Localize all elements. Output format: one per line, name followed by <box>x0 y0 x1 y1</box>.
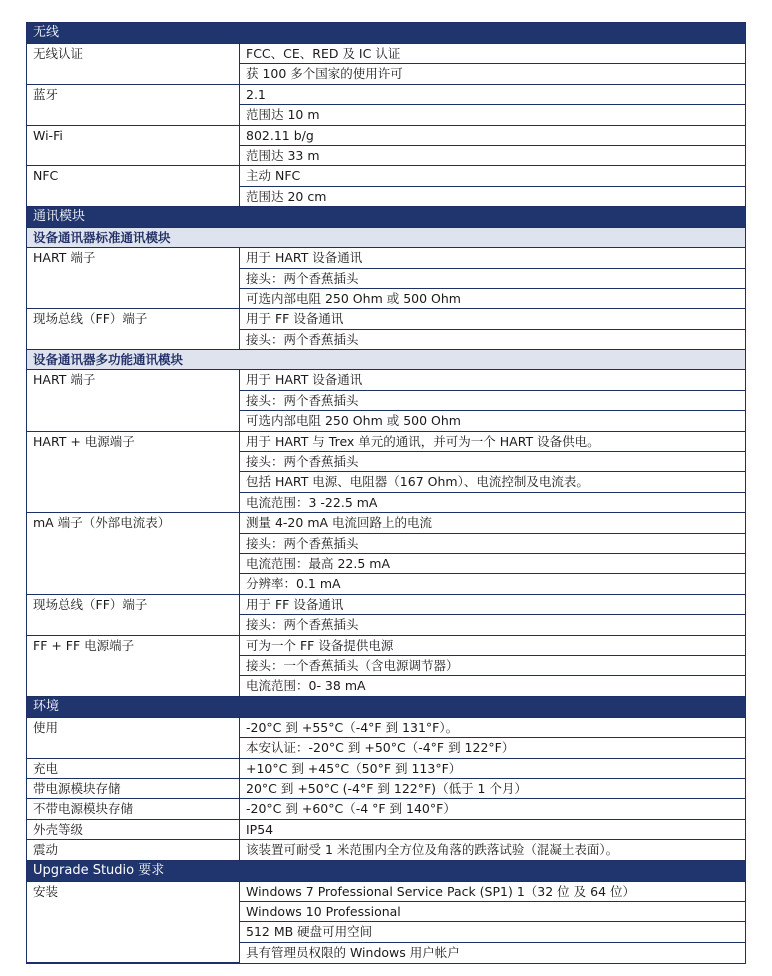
spec-value: 包括 HART 电源、电阻器（167 Ohm）、电流控制及电流表。 <box>240 472 746 492</box>
spec-value: 2.1 <box>240 84 746 104</box>
spec-group <box>27 350 745 697</box>
spec-value: 电流范围：最高 22.5 mA <box>240 553 746 573</box>
spec-label: 安装 <box>27 882 240 963</box>
spec-value: 获 100 多个国家的使用许可 <box>240 64 746 84</box>
spec-value: Windows 7 Professional Service Pack (SP1) 1（32 位 及 64 位） <box>240 882 746 902</box>
table-row <box>27 44 745 64</box>
spec-value: 具有管理员权限的 Windows 用户帐户 <box>246 944 460 960</box>
section-header: 环境 <box>27 697 745 718</box>
spec-table <box>27 248 745 350</box>
spec-value: Windows 10 Professional <box>240 902 746 922</box>
spec-value: 接头：两个香蕉插头 <box>240 268 746 288</box>
spec-group <box>27 228 745 350</box>
spec-value: 可选内部电阻 250 Ohm 或 500 Ohm <box>240 289 746 309</box>
spec-value: 接头：两个香蕉插头 <box>240 390 746 410</box>
section-header: 无线 <box>27 23 745 44</box>
spec-value: 接头：两个香蕉插头 <box>240 533 746 553</box>
spec-value: 用于 FF 设备通讯 <box>240 594 746 614</box>
spec-table <box>27 882 745 963</box>
spec-value: 20°C 到 +50°C (-4°F 到 122°F)（低于 1 个月） <box>240 779 746 799</box>
spec-label: 无线认证 <box>27 44 240 84</box>
spec-section <box>27 207 745 697</box>
table-row <box>27 594 745 614</box>
spec-value: 本安认证：-20°C 到 +50°C（-4°F 到 122°F） <box>240 738 746 758</box>
spec-label: 震动 <box>27 840 240 860</box>
spec-value: 该装置可耐受 1 米范围内全方位及角落的跌落试验（混凝土表面）。 <box>240 840 746 860</box>
spec-value: 接头：两个香蕉插头 <box>240 329 746 349</box>
spec-group <box>27 882 745 963</box>
spec-label: 带电源模块存储 <box>27 779 240 799</box>
spec-label: NFC <box>27 166 240 207</box>
spec-value: 用于 FF 设备通讯 <box>240 309 746 329</box>
spec-label: 现场总线（FF）端子 <box>27 594 240 635</box>
spec-value: 512 MB 硬盘可用空间 <box>240 922 746 942</box>
table-row <box>27 882 745 902</box>
spec-label: 蓝牙 <box>27 84 240 125</box>
spec-sheet <box>26 22 746 964</box>
spec-label: 不带电源模块存储 <box>27 799 240 819</box>
table-row <box>27 758 745 778</box>
spec-label: 现场总线（FF）端子 <box>27 309 240 350</box>
spec-label: Wi-Fi <box>27 125 240 166</box>
spec-value: 主动 NFC <box>240 166 746 186</box>
spec-value: IP54 <box>240 819 746 839</box>
table-row <box>27 779 745 799</box>
table-row <box>27 635 745 655</box>
spec-value: 用于 HART 与 Trex 单元的通讯，并可为一个 HART 设备供电。 <box>240 431 746 451</box>
spec-value: -20°C 到 +60°C（-4 °F 到 140°F） <box>240 799 746 819</box>
spec-label: 充电 <box>27 758 240 778</box>
table-row <box>27 84 745 104</box>
spec-value: 用于 HART 设备通讯 <box>240 248 746 268</box>
spec-label: 使用 <box>27 718 240 758</box>
table-row <box>27 718 745 738</box>
table-row <box>27 840 745 860</box>
spec-value: 电流范围：0- 38 mA <box>240 676 746 696</box>
spec-label: FF + FF 电源端子 <box>27 635 240 696</box>
spec-value: 范围达 20 cm <box>240 186 746 206</box>
table-row <box>27 166 745 186</box>
section-header: Upgrade Studio 要求 <box>27 861 745 882</box>
subsection-header: 设备通讯器多功能通讯模块 <box>27 350 745 370</box>
spec-value: 分辨率：0.1 mA <box>240 574 746 594</box>
spec-value: FCC、CE、RED 及 IC 认证 <box>240 44 746 64</box>
spec-value: 范围达 10 m <box>240 105 746 125</box>
spec-value: 接头：一个香蕉插头（含电源调节器） <box>240 655 746 675</box>
subsection-header: 设备通讯器标准通讯模块 <box>27 228 745 248</box>
section-header: 通讯模块 <box>27 207 745 228</box>
table-row <box>27 309 745 329</box>
spec-section <box>27 23 745 207</box>
spec-value: 电流范围：3 -22.5 mA <box>240 492 746 512</box>
spec-value: 可选内部电阻 250 Ohm 或 500 Ohm <box>240 411 746 431</box>
spec-value: 接头：两个香蕉插头 <box>240 615 746 635</box>
spec-value: 可为一个 FF 设备提供电源 <box>240 635 746 655</box>
spec-label: HART 端子 <box>27 370 240 431</box>
spec-label: HART + 电源端子 <box>27 431 240 513</box>
spec-value: 接头：两个香蕉插头 <box>240 451 746 471</box>
table-row <box>27 513 745 533</box>
spec-group <box>27 718 745 861</box>
table-row <box>27 799 745 819</box>
table-row <box>27 431 745 451</box>
spec-value: +10°C 到 +45°C（50°F 到 113°F） <box>240 758 746 778</box>
spec-table <box>27 44 745 207</box>
spec-section <box>27 861 745 963</box>
spec-section <box>27 697 745 861</box>
table-row <box>27 819 745 839</box>
spec-label: HART 端子 <box>27 248 240 309</box>
spec-value: 802.11 b/g <box>240 125 746 145</box>
spec-group <box>27 44 745 207</box>
spec-value: 用于 HART 设备通讯 <box>240 370 746 390</box>
spec-label: 外壳等级 <box>27 819 240 839</box>
spec-value: 范围达 33 m <box>240 146 746 166</box>
table-row <box>27 248 745 268</box>
table-row <box>27 370 745 390</box>
spec-value: 测量 4-20 mA 电流回路上的电流 <box>240 513 746 533</box>
spec-table <box>27 718 745 861</box>
spec-label: mA 端子（外部电流表） <box>27 513 240 595</box>
table-row <box>27 125 745 145</box>
spec-value: -20°C 到 +55°C（-4°F 到 131°F）。 <box>240 718 746 738</box>
spec-table <box>27 370 745 697</box>
